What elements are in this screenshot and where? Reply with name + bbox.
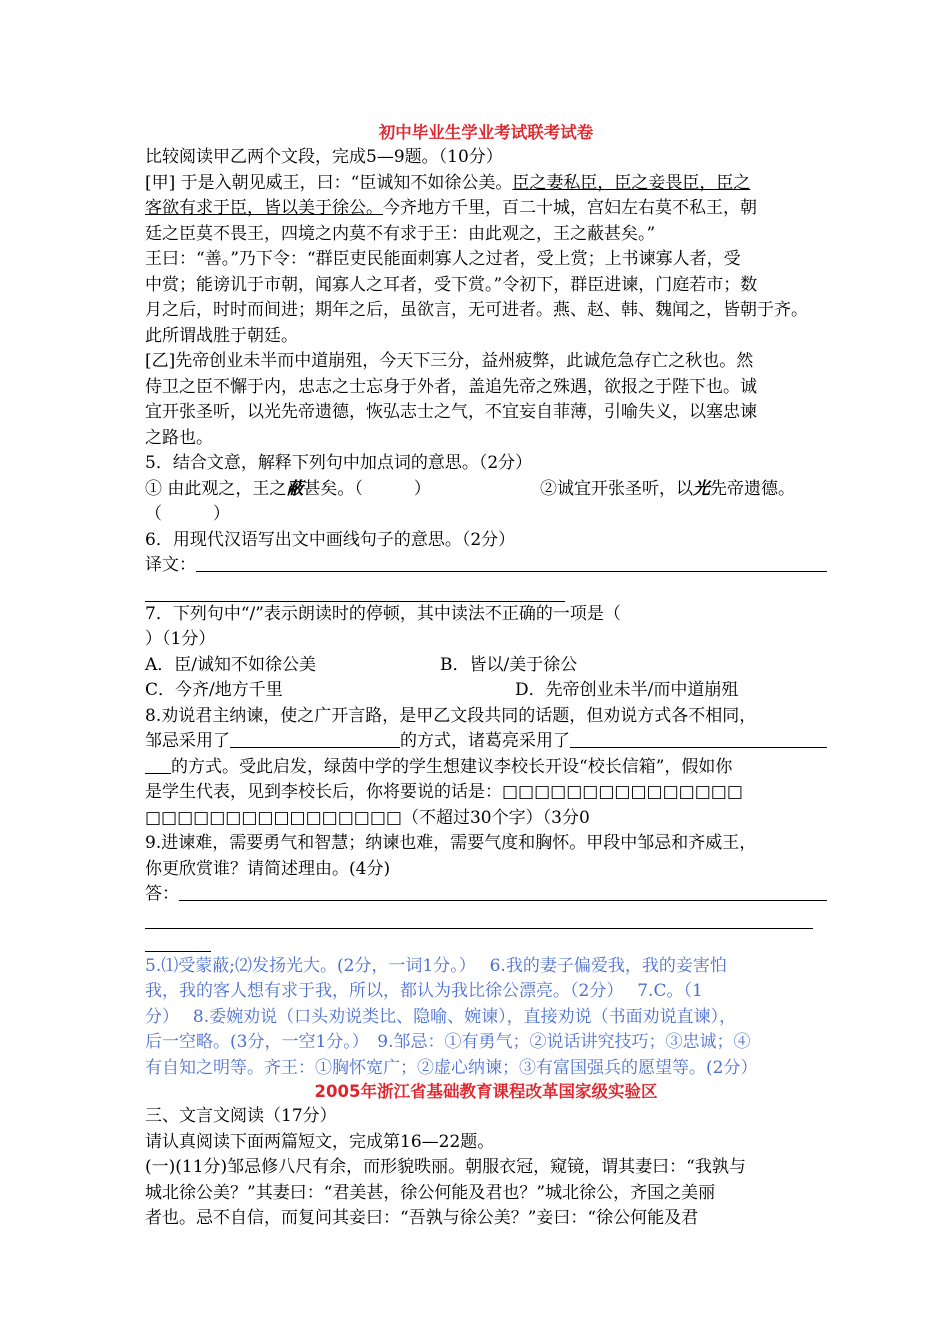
option-c[interactable]: C．今齐/地方千里 — [145, 680, 283, 700]
question-7-options-ab — [145, 653, 827, 679]
q8-blank-2-cont[interactable] — [145, 755, 171, 774]
answer-key-line2: 我，我的客人想有求于我，所以，都认为我比徐公漂亮。（2分） 7.C。（1 — [145, 981, 703, 1001]
q8-text: 的方式。受此启发，绿茵中学的学生想建议李校长开设“校长信箱”，假如你 — [171, 756, 733, 777]
question-5-item-a — [145, 477, 540, 503]
question-5-item-b — [540, 477, 795, 503]
q8-text: 的方式，诸葛亮采用了 — [400, 731, 570, 751]
answer-key-line3: 分） 8.委婉劝说（口头劝说类比、隐喻、婉谏），直接劝说（书面劝说直谏）， — [145, 1006, 737, 1027]
section3-heading: 三、文言文阅读（17分） — [145, 1106, 337, 1126]
q5b-text-end: 先帝遗德。 — [710, 478, 795, 499]
question-5-stem: 5．结合文意，解释下列句中加点词的意思。（2分） — [145, 453, 533, 473]
question-6-stem: 6．用现代汉语写出文中画线句子的意思。（2分） — [145, 529, 516, 550]
question-7-stem-end: ）（1分） — [145, 629, 216, 649]
passage-jia-line3: 廷之臣莫不畏王，四境之内莫不有求于王：由此观之，王之蔽甚矣。” — [145, 223, 656, 244]
question-5-item-b-blank: （ ） — [145, 504, 230, 524]
option-d[interactable]: D．先帝创业未半/而中道崩殂 — [515, 680, 739, 700]
passage-yi-line1: [乙]先帝创业未半而中道崩殂，今天下三分，益州疲弊，此诚危急存亡之秋也。然 — [145, 351, 754, 371]
intro-line: 比较阅读甲乙两个文段，完成5—9题。（10分） — [145, 147, 503, 167]
q5a-text: ① 由此观之，王之 — [145, 478, 287, 499]
dotted-word: 光 — [693, 478, 710, 499]
answer-blank-2[interactable] — [145, 908, 813, 929]
question-5-items — [145, 477, 827, 503]
question-8-line2 — [145, 729, 827, 755]
translation-blank-2[interactable] — [145, 579, 565, 602]
answer-key-line4: 后一空略。(3分，一空1分。） 9.邹忌：①有勇气；②说话讲究技巧；③忠诚；④ — [145, 1032, 751, 1052]
question-7-options-cd — [145, 678, 827, 704]
underlined-sentence: 客欲有求于臣，皆以美于徐公。 — [145, 198, 383, 218]
question-8-line1: 8.劝说君主纳谏，使之广开言路，是甲乙文段共同的话题，但劝说方式各不相同， — [145, 705, 757, 726]
question-8-line5: □□□□□□□□□□□□□□□□（不超过30个字）（3分0 — [145, 807, 590, 828]
option-b[interactable]: B．皆以/美于徐公 — [440, 654, 578, 675]
section3-passage-line3: 者也。忌不自信，而复问其妾曰：“吾孰与徐公美？”妾曰：“徐公何能及君 — [145, 1208, 699, 1228]
section3-passage-line1: (一)(11分)邹忌修八尺有余，而形貌昳丽。朝服衣冠，窥镜，谓其妻曰：“我孰与 — [145, 1157, 746, 1177]
underlined-sentence: 臣之妻私臣，臣之妾畏臣，臣之 — [512, 172, 751, 193]
translation-blank[interactable] — [196, 553, 827, 572]
section3-passage-line2: 城北徐公美？”其妻曰：“君美甚，徐公何能及君也？”城北徐公，齐国之美丽 — [145, 1182, 716, 1203]
q5b-text: ②诚宜开张圣听，以 — [540, 478, 693, 499]
passage-yi-line4: 之路也。 — [145, 427, 213, 448]
answer-label: 答： — [145, 884, 179, 904]
option-a[interactable]: A．臣/诚知不如徐公美 — [145, 654, 317, 675]
question-8-line3 — [145, 755, 827, 781]
passage-jia-line2 — [145, 196, 827, 222]
passage-jia-line4: 王曰：“善。”乃下令：“群臣吏民能面刺寡人之过者，受上赏；上书谏寡人者，受 — [145, 249, 741, 269]
passage-yi-line2: 侍卫之臣不懈于内，忠志之士忘身于外者，盖追先帝之殊遇，欲报之于陛下也。诚 — [145, 376, 757, 397]
question-9-answer-row — [145, 882, 827, 908]
passage-jia-line7: 此所谓战胜于朝廷。 — [145, 325, 298, 346]
question-8-line4: 是学生代表，见到李校长后，你将要说的话是：□□□□□□□□□□□□□□□ — [145, 782, 743, 802]
question-7-stem: 7．下列句中“/”表示朗读时的停顿，其中读法不正确的一项是（ — [145, 603, 621, 624]
answer-blank-3[interactable] — [145, 929, 211, 952]
question-9-line2: 你更欣赏谁？请简述理由。(4分) — [145, 858, 391, 879]
answer-blank[interactable] — [179, 882, 827, 901]
question-9-line1: 9.进谏难，需要勇气和智慧；纳谏也难，需要气度和胸怀。甲段中邹忌和齐威王， — [145, 833, 757, 853]
section-title-2005: 2005年浙江省基础教育课程改革国家级实验区 — [314, 1082, 658, 1101]
exam-title: 初中毕业生学业考试联考试卷 — [378, 123, 594, 142]
answer-key-line1: 5.⑴受蒙蔽;⑵发扬光大。(2分，一词1分。） 6.我的妻子偏爱我，我的妾害怕 — [145, 955, 727, 976]
dotted-word: 蔽 — [286, 478, 304, 499]
translation-label: 译文： — [145, 555, 196, 575]
q8-blank-1[interactable] — [230, 729, 400, 748]
q5a-blank: 甚矣。（ ） — [303, 478, 431, 499]
passage-jia-line5: 中赏；能谤讥于市朝，闻寡人之耳者，受下赏。”令初下，群臣进谏，门庭若市；数 — [145, 274, 758, 295]
q8-blank-2[interactable] — [570, 729, 827, 748]
q8-text: 邹忌采用了 — [145, 731, 230, 751]
passage-yi-line3: 宜开张圣听，以光先帝遗德，恢弘志士之气，不宜妄自菲薄，引喻失义，以塞忠谏 — [145, 402, 757, 422]
document-page — [145, 118, 827, 1232]
answer-key-line5: 有自知之明等。齐王：①胸怀宽广；②虚心纳谏；③有富国强兵的愿望等。(2分） — [145, 1057, 758, 1078]
jia-text: [甲] 于是入朝见威王，曰：“臣诚知不如徐公美。 — [145, 172, 513, 193]
section3-instruction: 请认真阅读下面两篇短文，完成第16—22题。 — [145, 1131, 495, 1152]
answer-key — [145, 954, 827, 1082]
passage-jia-line1 — [145, 171, 827, 197]
jia-text: 今齐地方千里，百二十城，宫妇左右莫不私王，朝 — [383, 198, 757, 218]
question-6-answer-row — [145, 553, 827, 579]
passage-jia-line6: 月之后，时时而间进；期年之后，虽欲言，无可进者。燕、赵、韩、魏闻之，皆朝于齐。 — [145, 300, 808, 320]
